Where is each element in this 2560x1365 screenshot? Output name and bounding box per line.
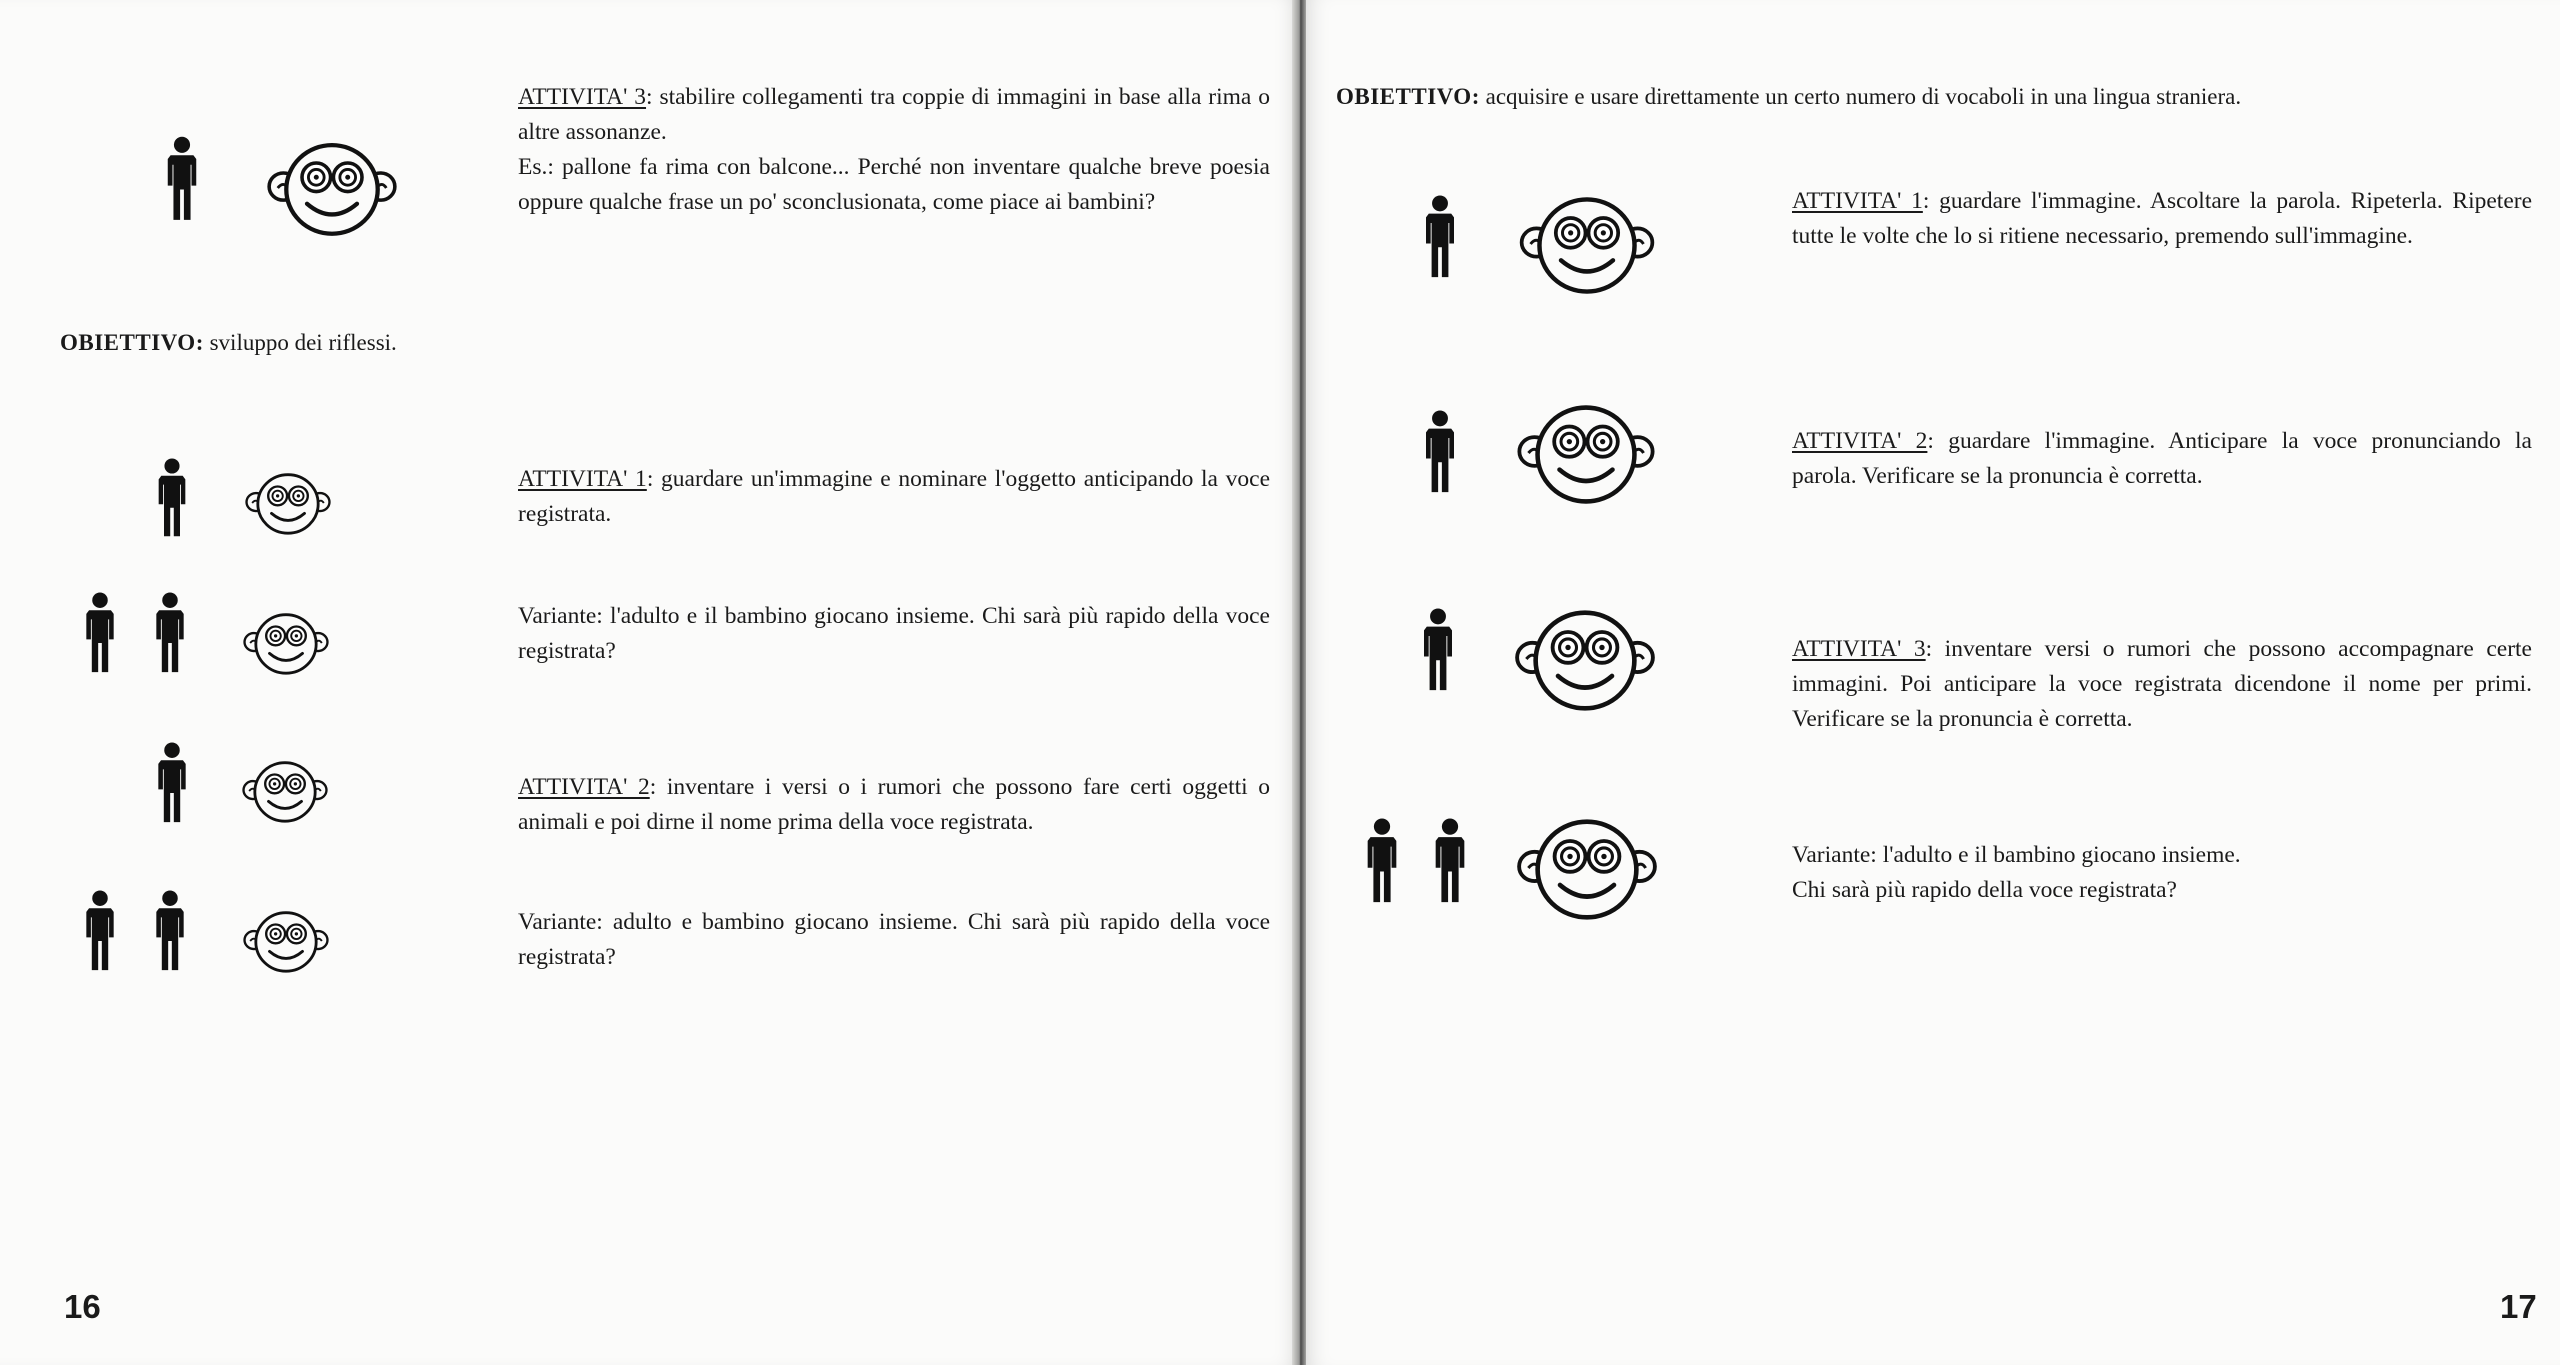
right-activity3-block [1792, 632, 2532, 737]
left-activity3-block [518, 80, 1270, 220]
activity-text: : inventare i versi o i rumori che possono fare certi oggetti o animali e poi dirne il nome prima della voce registrata. [518, 774, 1270, 835]
activity-label: ATTIVITA' 1 [518, 466, 647, 492]
smiley-face-icon [228, 470, 348, 536]
activity-label: ATTIVITA' 3 [518, 84, 647, 110]
person-icon [150, 742, 194, 824]
page-number: 16 [64, 1288, 101, 1325]
activity-text: : inventare versi o rumori che possono accompagnare certe immagini. Poi anticipare la voce registrata dicendone il nome per primi. Verificare se la pronuncia è corretta. [1792, 636, 2532, 732]
person-icon [163, 135, 201, 223]
smiley-face-icon [225, 610, 347, 676]
left-activity2-block [518, 770, 1270, 840]
left-variant1: Variante: l'adulto e il bambino giocano insieme. Chi sarà più rapido della voce registrata? [518, 603, 1270, 664]
activity-label: ATTIVITA' 1 [1792, 188, 1923, 214]
activity-label: ATTIVITA' 2 [1792, 428, 1928, 454]
person-icon [1416, 195, 1464, 279]
person-icon [78, 890, 122, 972]
left-activity1-block [518, 462, 1270, 532]
person-icon [148, 592, 192, 674]
activity-text: : stabilire collegamenti tra coppie di immagini in base alla rima o altre assonanze. [518, 84, 1270, 145]
activity-text: : guardare l'immagine. Ascoltare la parola. Ripeterla. Ripetere tutte le volte che lo si ritiene necessario, premendo sull'immagine. [1792, 188, 2532, 249]
person-icon [148, 890, 192, 972]
person-icon [1414, 608, 1462, 692]
variant-line: Variante: l'adulto e il bambino giocano insieme. [1792, 842, 2241, 868]
objective-label: OBIETTIVO: [1336, 84, 1480, 109]
right-objective [1336, 82, 2536, 112]
objective-text: acquisire e usare direttamente un certo numero di vocaboli in una lingua straniera. [1479, 84, 2242, 109]
right-page [1306, 0, 2560, 1365]
right-activity2-block [1792, 424, 2532, 494]
activity-text: : guardare l'immagine. Anticipare la voce pronunciando la parola. Verificare se la pronuncia è corretta. [1792, 428, 2532, 489]
objective-label: OBIETTIVO: [60, 330, 204, 355]
person-icon [1358, 818, 1406, 904]
left-variant2: Variante: adulto e bambino giocano insieme. Chi sarà più rapido della voce registrata? [518, 909, 1270, 970]
activity-text: : guardare un'immagine e nominare l'oggetto anticipando la voce registrata. [518, 466, 1270, 527]
activity-label: ATTIVITA' 3 [1792, 636, 1926, 662]
smiley-face-icon [242, 138, 422, 238]
variant-line: Chi sarà più rapido della voce registrata? [1792, 877, 2177, 903]
right-variant [1792, 838, 2532, 908]
right-activity1-block [1792, 184, 2532, 254]
smiley-face-icon [1494, 192, 1680, 296]
smiley-face-icon [225, 908, 347, 974]
page-number: 17 [2500, 1288, 2537, 1325]
person-icon [1416, 410, 1464, 494]
person-icon [1426, 818, 1474, 904]
smiley-face-icon [1490, 605, 1680, 713]
smiley-face-icon [1492, 400, 1680, 506]
left-objective [60, 328, 397, 358]
activity-label: ATTIVITA' 2 [518, 774, 650, 800]
person-icon [150, 458, 194, 538]
smiley-face-icon [223, 758, 347, 824]
person-icon [78, 592, 122, 674]
objective-text: sviluppo dei riflessi. [203, 330, 397, 355]
activity-example: Es.: pallone fa rima con balcone... Perché non inventare qualche breve poesia oppure qualche frase un po' sconclusionata, come piace ai bambini? [518, 154, 1270, 215]
smiley-face-icon [1492, 814, 1682, 922]
